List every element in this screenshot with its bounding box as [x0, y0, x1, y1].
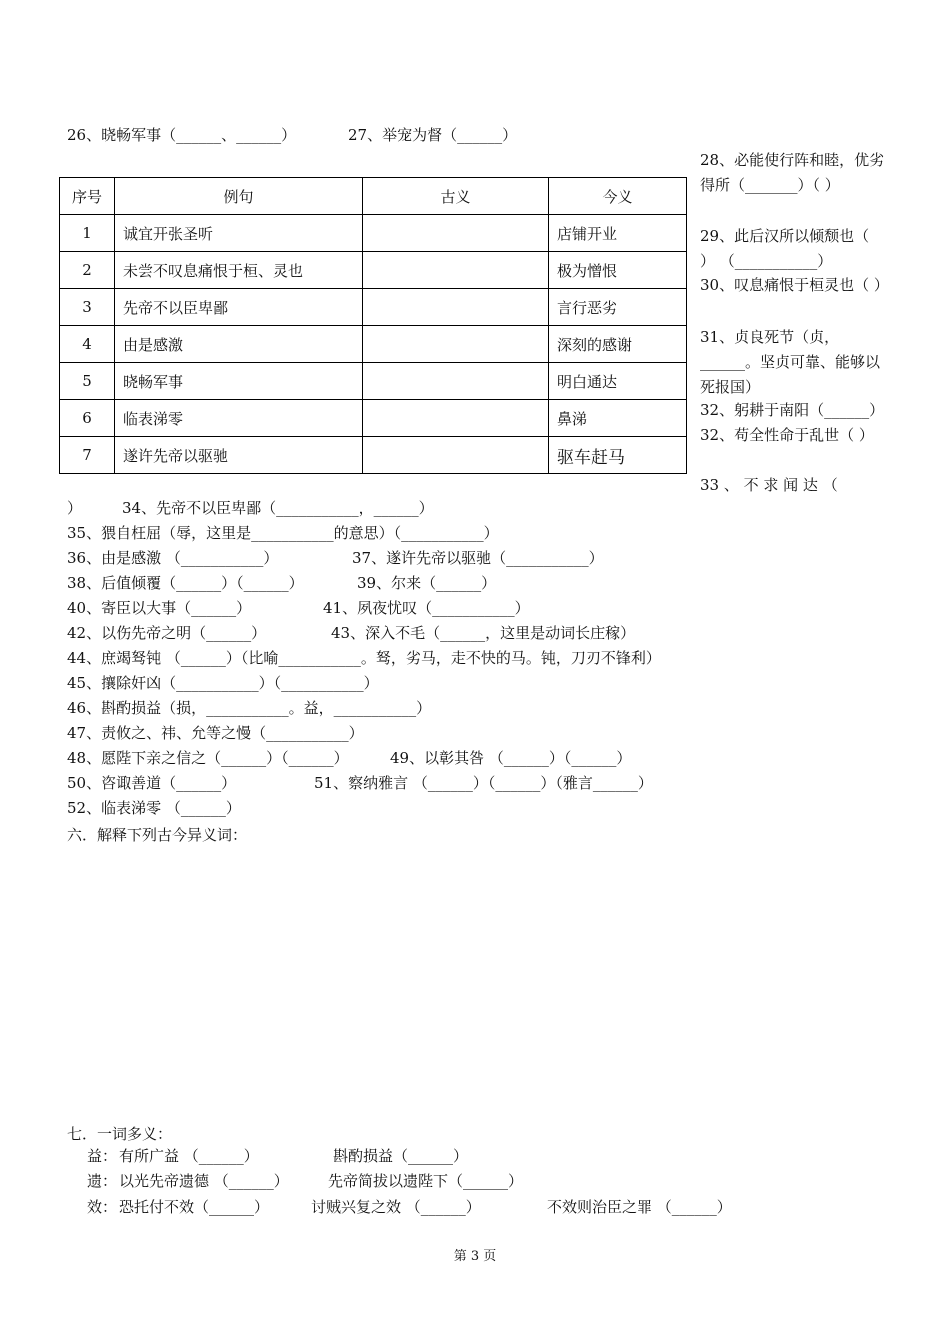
header-num: 序号 — [60, 178, 115, 215]
polysemy-xiao-a: 恐托付不效（______） — [119, 1198, 270, 1216]
row-modern: 明白通达 — [549, 363, 687, 400]
row-example: 未尝不叹息痛恨于桓、灵也 — [115, 252, 363, 289]
row-ancient[interactable] — [363, 215, 549, 252]
row-example: 临表涕零 — [115, 400, 363, 437]
question-31: 31、贞良死节（贞，______。坚贞可靠、能够以死报国） — [700, 328, 881, 396]
question-28: 28、必能使行阵和睦，优劣得所（_______）（ ） — [700, 151, 885, 194]
question-42: 42、以伤先帝之明（______） — [67, 624, 267, 642]
polysemy-label-xiao: 效： — [87, 1198, 118, 1216]
row-modern: 驱车赶马 — [549, 437, 687, 474]
question-40: 40、寄臣以大事（______） — [67, 599, 252, 617]
row-ancient[interactable] — [363, 400, 549, 437]
question-49: 49、以彰其咎 （______）（______） — [390, 749, 632, 767]
question-51: 51、察纳雅言 （______）（______）（雅言______） — [314, 774, 653, 792]
row-ancient[interactable] — [363, 289, 549, 326]
table-row — [60, 400, 687, 437]
vocab-table — [59, 177, 687, 474]
polysemy-yi-a: 有所广益 （______） — [119, 1147, 259, 1165]
row-ancient[interactable] — [363, 437, 549, 474]
table-row — [60, 363, 687, 400]
row-example: 诚宜开张圣听 — [115, 215, 363, 252]
row-ancient[interactable] — [363, 326, 549, 363]
polysemy-wei-a: 以光先帝遗德 （______） — [119, 1172, 289, 1190]
row-num: 4 — [60, 326, 115, 363]
question-52: 52、临表涕零 （______） — [67, 799, 241, 817]
header-modern: 今义 — [549, 178, 687, 215]
question-35: 35、猥自枉屈（辱，这里是___________的意思）（___________） — [67, 524, 499, 542]
page-number: 第 3 页 — [453, 1249, 497, 1264]
row-num: 1 — [60, 215, 115, 252]
table-row — [60, 437, 687, 474]
row-example: 由是感激 — [115, 326, 363, 363]
question-32a: 32、躬耕于南阳（______） — [700, 401, 885, 419]
question-32b: 32、苟全性命于乱世（ ） — [700, 426, 874, 444]
question-36: 36、由是感激 （___________） — [67, 549, 279, 567]
question-34: 34、先帝不以臣卑鄙（___________，______） — [122, 499, 434, 517]
section-7-heading: 七．一词多义： — [67, 1125, 173, 1143]
question-41: 41、夙夜忧叹（___________） — [323, 599, 530, 617]
question-26: 26、晓畅军事（______、______） — [67, 126, 297, 144]
row-ancient[interactable] — [363, 363, 549, 400]
line-34-a: ） — [67, 499, 83, 517]
row-modern: 极为憎恨 — [549, 252, 687, 289]
question-39: 39、尔来（______） — [357, 574, 497, 592]
row-example: 遂许先帝以驱驰 — [115, 437, 363, 474]
row-num: 2 — [60, 252, 115, 289]
row-modern: 言行恶劣 — [549, 289, 687, 326]
row-num: 6 — [60, 400, 115, 437]
question-43: 43、深入不毛（______，这里是动词长庄稼） — [331, 624, 636, 642]
question-38: 38、后值倾覆（______）（______） — [67, 574, 304, 592]
table-row — [60, 215, 687, 252]
polysemy-label-yi: 益： — [87, 1147, 118, 1165]
question-29: 29、此后汉所以倾颓也（ ） （___________） — [700, 227, 870, 270]
polysemy-xiao-b: 讨贼兴复之效 （______） — [311, 1198, 481, 1216]
polysemy-label-wei: 遗： — [87, 1172, 118, 1190]
question-30: 30、叹息痛恨于桓灵也（ ） — [700, 276, 889, 294]
question-44: 44、庶竭驽钝 （______）（比喻___________。驽，劣马，走不快的马。钝，刀刃不锋利） — [67, 649, 661, 667]
question-50: 50、咨诹善道（______） — [67, 774, 237, 792]
row-modern: 店铺开业 — [549, 215, 687, 252]
table-row — [60, 252, 687, 289]
question-33: 33 、 不 求 闻 达 （ — [700, 476, 838, 494]
row-num: 5 — [60, 363, 115, 400]
table-header-row — [60, 178, 687, 215]
row-modern: 鼻涕 — [549, 400, 687, 437]
row-num: 7 — [60, 437, 115, 474]
polysemy-xiao-c: 不效则治臣之罪 （______） — [547, 1198, 732, 1216]
question-27: 27、举宠为督（______） — [348, 126, 518, 144]
row-modern: 深刻的感谢 — [549, 326, 687, 363]
polysemy-wei-b: 先帝简拔以遗陛下（______） — [328, 1172, 524, 1190]
polysemy-yi-b: 斟酌损益（______） — [333, 1147, 469, 1165]
table-row — [60, 289, 687, 326]
row-example: 晓畅军事 — [115, 363, 363, 400]
question-46: 46、斟酌损益（损，___________。益，___________） — [67, 699, 432, 717]
row-num: 3 — [60, 289, 115, 326]
row-example: 先帝不以臣卑鄙 — [115, 289, 363, 326]
table-row — [60, 326, 687, 363]
header-ancient: 古义 — [363, 178, 549, 215]
row-ancient[interactable] — [363, 252, 549, 289]
question-45: 45、攘除奸凶（___________）（___________） — [67, 674, 379, 692]
question-48: 48、愿陛下亲之信之（______）（______） — [67, 749, 349, 767]
question-47: 47、责攸之、祎、允等之慢（___________） — [67, 724, 364, 742]
section-6-heading: 六．解释下列古今异义词： — [67, 826, 248, 844]
header-example: 例句 — [115, 178, 363, 215]
question-37: 37、遂许先帝以驱驰（___________） — [352, 549, 604, 567]
